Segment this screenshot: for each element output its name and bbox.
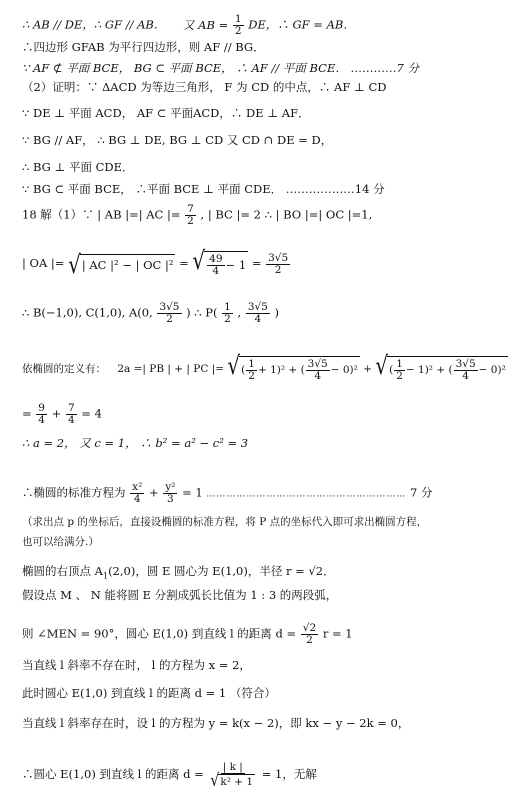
sqrt: √ $\frac{49}{4}$ − 1 xyxy=(192,245,247,278)
line-12: 依椭圆的定义有： 2a =| PB | + | PC |= √ ( $\frac{1}{2}$ + 1)² + ( $\frac{3√5}{4}$ − 0)² + √ ( $\frac{1}{2}$ − 1)² + ( $\frac{3√5}{4}$ − 0)² xyxy=(22,350,506,383)
line-14: ∴ a = 2， 又 c = 1， ∴ b² = a² − c² = 3 xyxy=(22,436,249,450)
line-4: （2）证明：∵ ΔACD 为等边三角形， F 为 CD 的中点，∴ AF ⊥ CD xyxy=(22,80,387,94)
sqrt: √ | AC |² − | OC |² xyxy=(68,249,174,280)
line-20: 则 ∠MEN = 90°，圆心 E(1,0) 到直线 l 的距离 d = $\frac{√2}{2}$ r = 1 xyxy=(22,622,353,647)
line-1 xyxy=(22,14,516,37)
line-24: ∴圆心 E(1,0) 到直线 l 的距离 d = | k | √ k² + 1 = 1，无解 xyxy=(22,761,317,792)
line-5: ∵ DE ⊥ 平面 ACD， AF ⊂ 平面ACD，∴ DE ⊥ AF． xyxy=(22,106,310,120)
fraction: $\frac{7}{2}$ xyxy=(187,203,194,228)
line-23: 当直线 l 斜率存在时，设 l 的方程为 y = k(x − 2)，即 kx − y − 2k = 0， xyxy=(22,716,410,730)
line-11: ∴ B(−1,0), C(1,0), A(0, $\frac{3√5}{2}$ ) ∴ P( $\frac{1}{2}$ , $\frac{3√5}{4}$ ) xyxy=(22,301,280,326)
line-9: 18 解（1）∵ | AB |=| AC |= $\frac{7}{2}$ , | BC |= 2 ∴ | BO |=| OC |=1, xyxy=(22,203,373,228)
line-21: 当直线 l 斜率不存在时， l 的方程为 x = 2， xyxy=(22,658,251,672)
text: 又 AB = xyxy=(183,17,232,32)
text: ∴ AB // DE，∴ GF // AB． xyxy=(22,17,166,32)
line-3: ∵ AF ⊄ 平面 BCE， BG ⊂ 平面 BCE， ∴ AF // 平面 BCE． …………7 分 xyxy=(22,61,419,75)
fraction: $\frac{3√5}{2}$ xyxy=(268,251,289,276)
line-8: ∵ BG ⊂ 平面 BCE， ∴平面 BCE ⊥ 平面 CDE． ………………14 分 xyxy=(22,182,385,196)
line-22: 此时圆心 E(1,0) 到直线 l 的距离 d = 1 （符合） xyxy=(22,686,276,700)
line-10: | OA |= √ | AC |² − | OC |² = √ $\frac{49}{4}$ − 1 = $\frac{3√5}{2}$ xyxy=(22,245,289,280)
text: DE，∴ GF = AB． xyxy=(248,17,355,32)
line-19: 假设点 M 、 N 能将圆 E 分割成弧长比值为 1 : 3 的两段弧， xyxy=(22,588,338,602)
line-17: 也可以给满分.） xyxy=(22,536,99,548)
fraction: $\frac{1}{2}$ xyxy=(234,13,242,38)
line-18: 椭圆的右顶点 $A_1(2,0)$，圆 E 圆心为 E(1,0)，半径 r = √2． xyxy=(22,564,335,581)
line-6: ∵ BG // AF， ∴ BG ⊥ DE, BG ⊥ CD 又 CD ∩ DE = D， xyxy=(22,133,333,147)
line-15: ∴椭圆的标准方程为 $\frac{\text{x²}}{4}$ + $\frac{\text{y²}}{3}$ = 1 …………………………………………………… 7 分 xyxy=(22,481,433,506)
line-13: = $\frac{9}{4}$ + $\frac{7}{4}$ = 4 xyxy=(22,402,102,427)
line-7: ∴ BG ⊥ 平面 CDE． xyxy=(22,160,134,174)
line-2: ∴四边形 GFAB 为平行四边形，则 AF // BG． xyxy=(22,40,265,54)
line-16: （求出点 p 的坐标后，直接设椭圆的标准方程，将 P 点的坐标代入即可求出椭圆方程， xyxy=(22,516,428,528)
